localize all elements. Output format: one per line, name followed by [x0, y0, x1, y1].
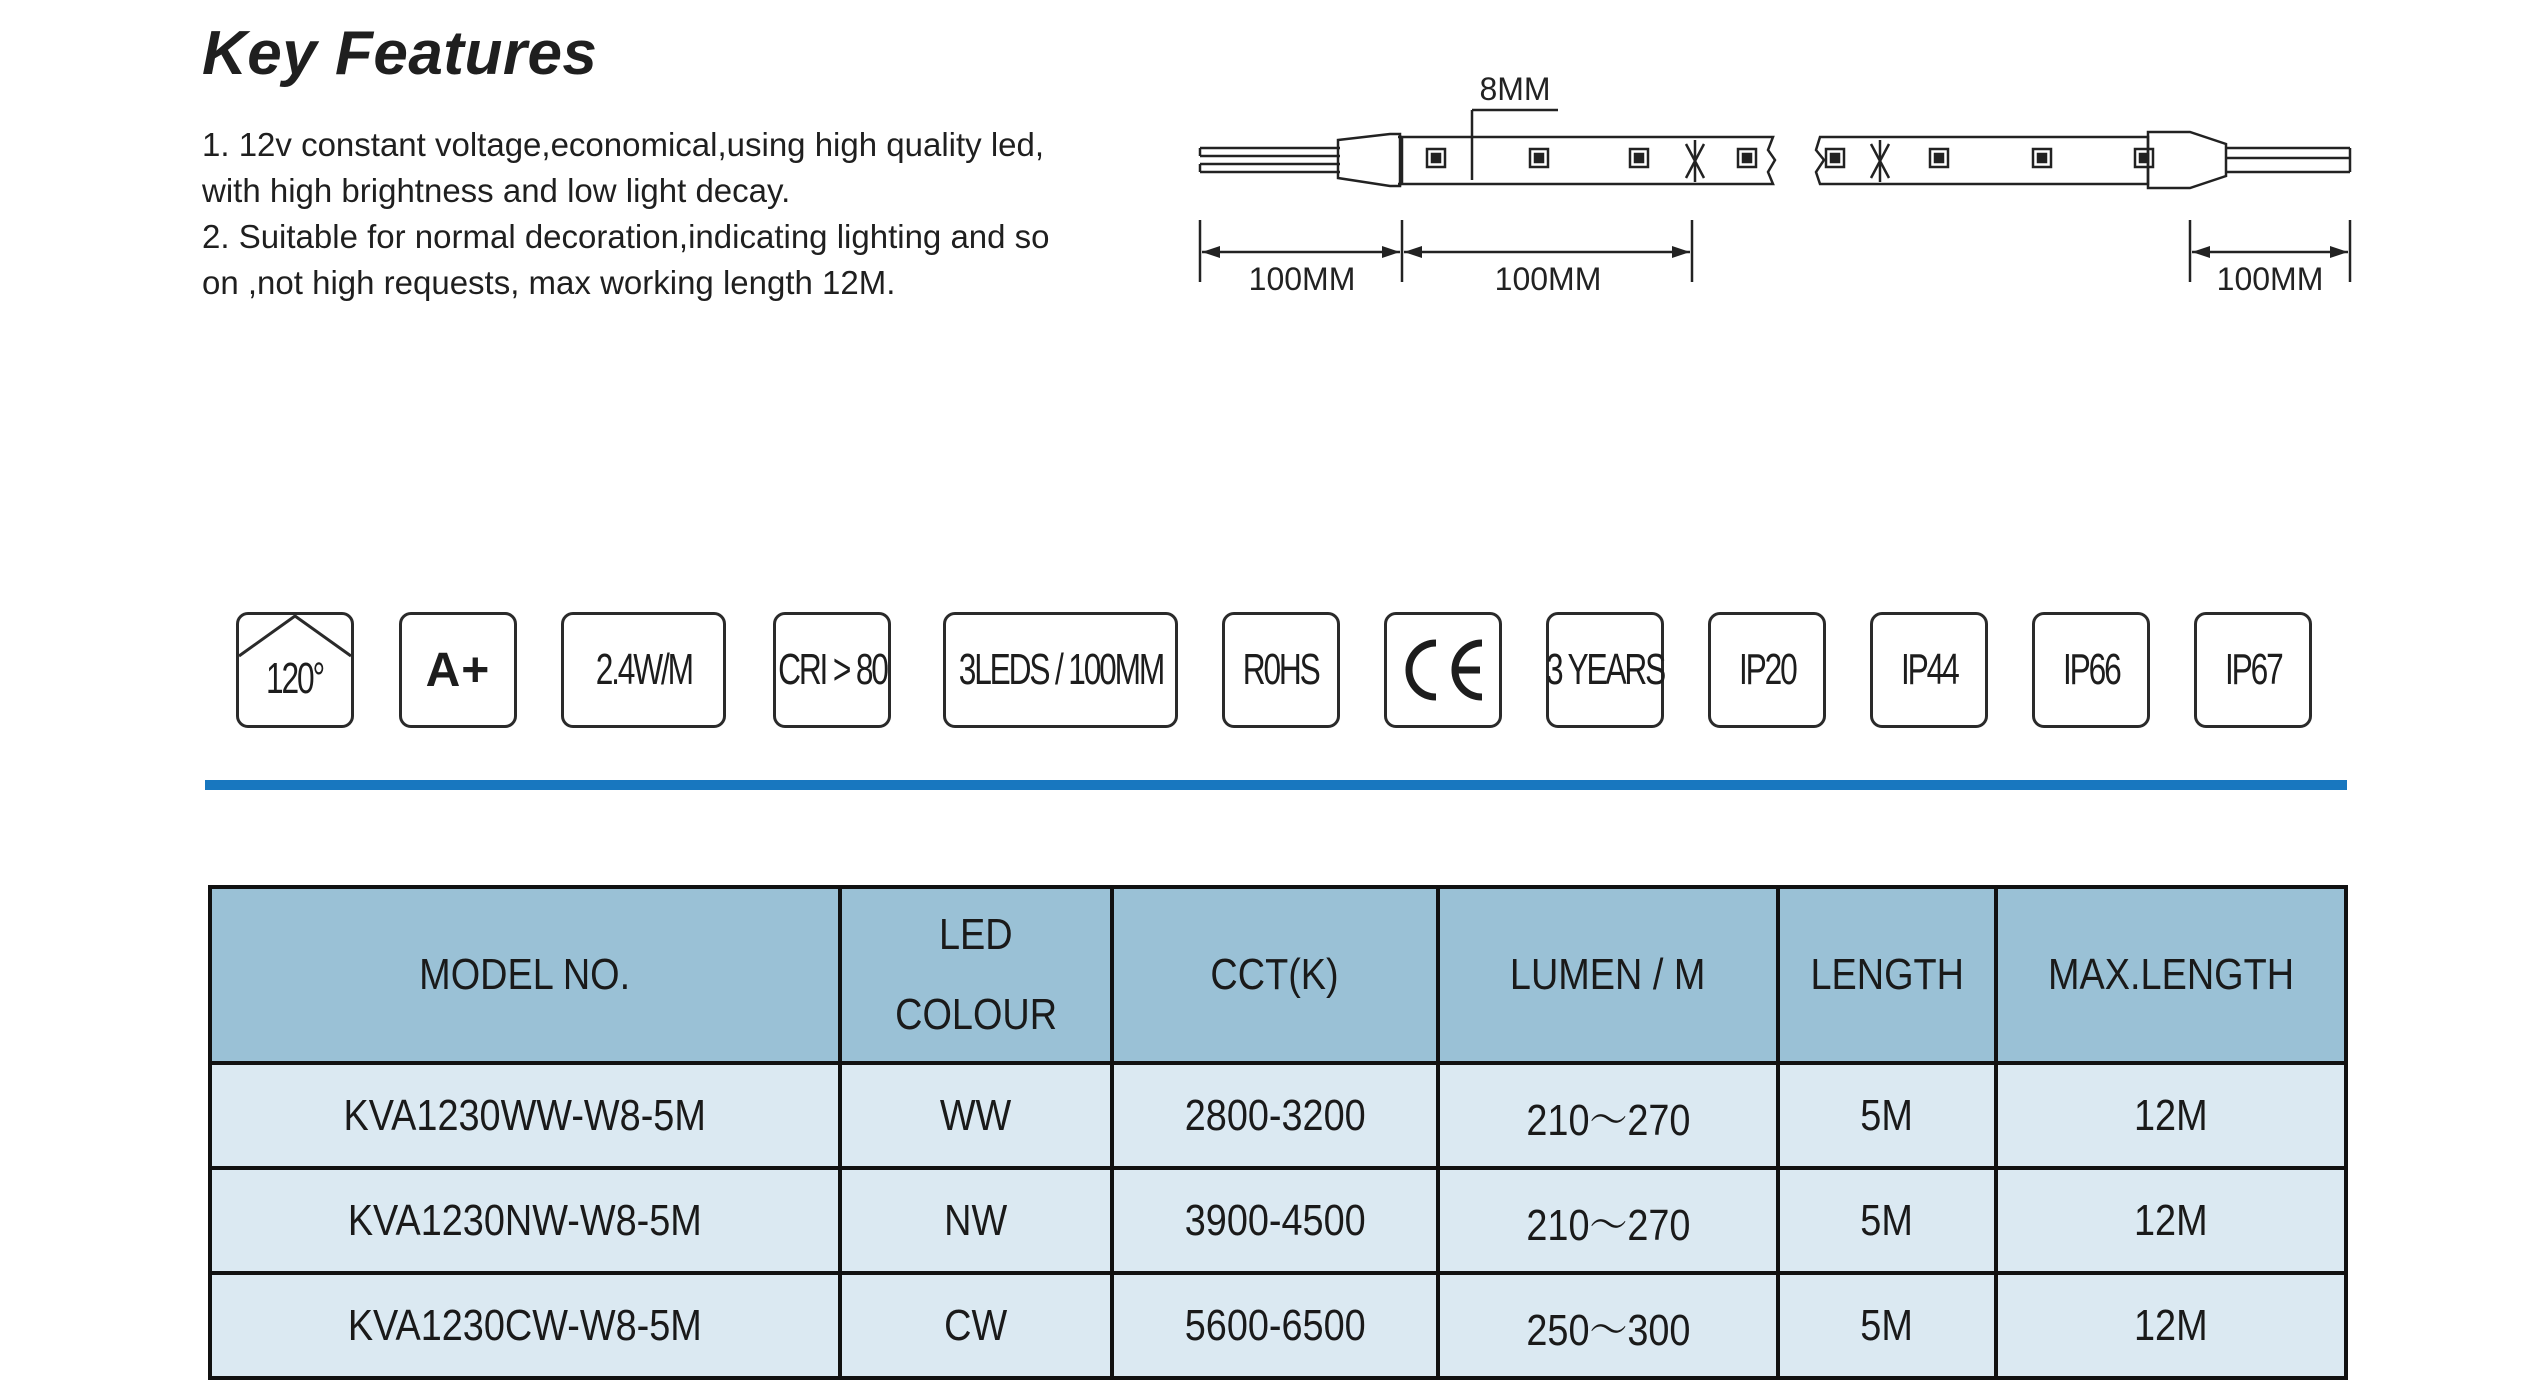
rohs-icon: [1222, 612, 1340, 728]
power-icon: [561, 612, 726, 728]
beam-angle-icon: [236, 612, 354, 728]
table-row: [210, 1063, 2346, 1168]
cell-lumen: 250～300: [1438, 1273, 1778, 1378]
badge-label: IP67: [2224, 645, 2282, 694]
cell-lumen: 210～270: [1438, 1168, 1778, 1273]
header-model: MODEL NO.: [210, 887, 840, 1063]
cell-model: KVA1230WW-W8-5M: [210, 1063, 840, 1168]
energy-class-icon: [399, 612, 517, 728]
badge-label: 3LEDS / 100MM: [958, 645, 1163, 694]
cell-max-length: 12M: [1996, 1063, 2346, 1168]
cell-length: 5M: [1778, 1168, 1996, 1273]
cell-length: 5M: [1778, 1063, 1996, 1168]
header-length: LENGTH: [1778, 887, 1996, 1063]
dimension-label-middle: 100MM: [1494, 261, 1602, 297]
cell-max-length: 12M: [1996, 1273, 2346, 1378]
badge-label: IP20: [1738, 645, 1796, 694]
badge-label: 120°: [266, 654, 324, 703]
dimension-label-left: 100MM: [1248, 261, 1356, 297]
header-max-length: MAX.LENGTH: [1996, 887, 2346, 1063]
table-row: [210, 1168, 2346, 1273]
badge-label: CRI > 80: [777, 645, 887, 694]
ip-rating-icon: [2032, 612, 2150, 728]
header-cct: CCT(K): [1112, 887, 1438, 1063]
header-lumen: LUMEN / M: [1438, 887, 1778, 1063]
ce-mark-symbol: [1398, 635, 1488, 705]
feature-item: 1. 12v constant voltage,economical,using high quality led, with high brightness and low light decay.: [202, 126, 1045, 209]
cri-icon: [773, 612, 891, 728]
spec-badges: [236, 612, 2346, 732]
badge-label: 2.4W/M: [595, 645, 692, 694]
badge-label: IP44: [1900, 645, 1958, 694]
cell-model: KVA1230CW-W8-5M: [210, 1273, 840, 1378]
table-header-row: [210, 887, 2346, 1063]
badge-label: IP66: [2062, 645, 2120, 694]
cell-colour: NW: [840, 1168, 1112, 1273]
cell-lumen: 210～270: [1438, 1063, 1778, 1168]
dimension-label-right: 100MM: [2216, 261, 2324, 297]
strip-width-label: 8MM: [1479, 71, 1551, 107]
table-row: [210, 1273, 2346, 1378]
badge-label: R0HS: [1243, 645, 1319, 694]
feature-item: 2. Suitable for normal decoration,indicating lighting and so on ,not high requests, max working length 12M.: [202, 218, 1050, 301]
led-density-icon: [943, 612, 1178, 728]
ip-rating-icon: [2194, 612, 2312, 728]
feature-list: [202, 122, 1082, 306]
cell-cct: 5600-6500: [1112, 1273, 1438, 1378]
cell-model: KVA1230NW-W8-5M: [210, 1168, 840, 1273]
cell-max-length: 12M: [1996, 1168, 2346, 1273]
cell-length: 5M: [1778, 1273, 1996, 1378]
header-led-colour: LED COLOUR: [840, 887, 1112, 1063]
cell-colour: WW: [840, 1063, 1112, 1168]
ce-mark-icon: [1384, 612, 1502, 728]
page-title: Key Features: [202, 19, 598, 88]
ip-rating-icon: [1870, 612, 1988, 728]
badge-label: A+: [425, 643, 491, 697]
ip-rating-icon: [1708, 612, 1826, 728]
cell-cct: 3900-4500: [1112, 1168, 1438, 1273]
section-divider: [205, 780, 2347, 790]
warranty-icon: [1546, 612, 1664, 728]
cell-cct: 2800-3200: [1112, 1063, 1438, 1168]
badge-label: 3 YEARS: [1545, 645, 1665, 694]
led-strip-diagram: [1190, 60, 2370, 320]
cell-colour: CW: [840, 1273, 1112, 1378]
spec-table: [208, 885, 2348, 1380]
